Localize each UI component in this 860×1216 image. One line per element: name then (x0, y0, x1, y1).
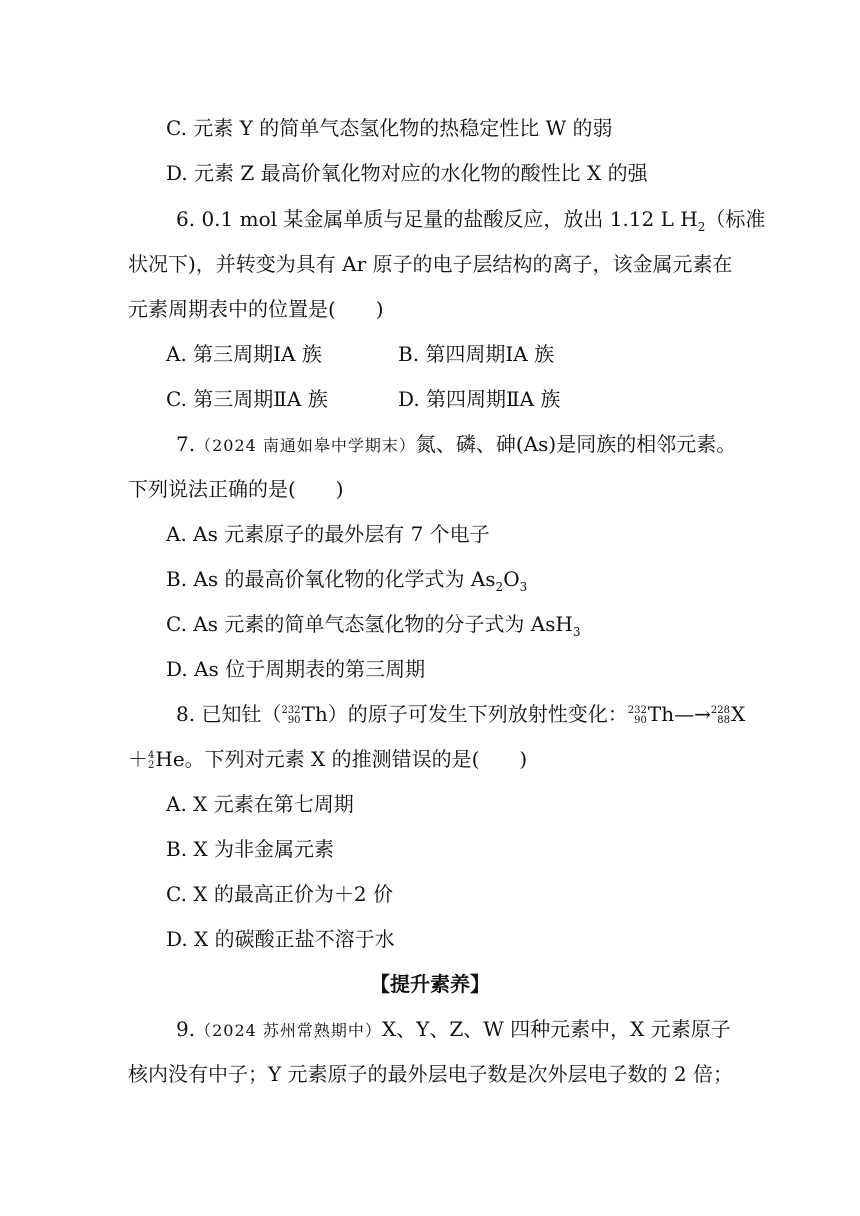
q7-stem-line2: 下列说法正确的是( ) (128, 477, 344, 501)
x-nuclide (711, 700, 745, 728)
q8-option-a: A. X 元素在第七周期 (166, 792, 354, 816)
subscript: 3 (519, 580, 528, 594)
q7-option-c-text: C. As 元素的简单气态氢化物的分子式为 AsH (166, 612, 573, 636)
q7-option-a: A. As 元素原子的最外层有 7 个电子 (166, 522, 490, 546)
q6-stem-line3: 元素周期表中的位置是( ) (128, 297, 384, 321)
q7-stem-line1 (176, 430, 736, 458)
q8-stem-line2 (128, 745, 527, 773)
element-symbol: X (730, 702, 746, 726)
q7-option-d: D. As 位于周期表的第三周期 (166, 657, 426, 681)
q6-option-d: D. 第四周期ⅡA 族 (398, 387, 561, 411)
q8-stem-text-mid: ）的原子可发生下列放射性变化： (327, 702, 628, 726)
q5-option-d: D. 元素 Z 最高价氧化物对应的水化物的酸性比 X 的强 (166, 161, 648, 185)
q8-option-c: C. X 的最高正价为＋2 价 (166, 882, 393, 906)
q6-option-b: B. 第四周期ⅠA 族 (398, 342, 555, 366)
mass-number: 228 (710, 704, 730, 716)
atomic-number: 90 (287, 714, 301, 726)
q6-stem-line2: 状况下)，并转变为具有 Ar 原子的电子层结构的离子，该金属元素在 (128, 252, 733, 276)
q6-stem-text: 6. 0.1 mol 某金属单质与足量的盐酸反应，放出 1.12 L H (176, 207, 698, 231)
q5-option-c: C. 元素 Y 的简单气态氢化物的热稳定性比 W 的弱 (166, 116, 613, 140)
q8-option-b: B. X 为非金属元素 (166, 837, 335, 861)
q9-stem-text: X、Y、Z、W 四种元素中，X 元素原子 (381, 1017, 731, 1041)
q9-source: （2024 苏州常熟期中） (195, 1021, 382, 1040)
q6-stem-text-end: （标准 (705, 207, 766, 231)
thorium-nuclide (628, 700, 674, 728)
element-symbol: He (155, 747, 185, 771)
reaction-arrow: —→ (674, 702, 711, 726)
q6-option-a: A. 第三周期ⅠA 族 (166, 342, 322, 366)
mass-number: 232 (627, 704, 647, 716)
subscript: 3 (572, 625, 581, 639)
q7-source: （2024 南通如皋中学期末） (195, 436, 416, 455)
q7-option-c (166, 610, 581, 638)
helium-nuclide (148, 745, 185, 773)
q8-stem-line1 (176, 700, 745, 728)
q9-stem-line2: 核内没有中子；Y 元素原子的最外层电子数是次外层电子数的 2 倍； (128, 1062, 733, 1086)
h2-subscript: 2 (697, 220, 706, 234)
oxygen-symbol: O (503, 567, 520, 591)
element-symbol: Th (301, 702, 328, 726)
mass-number: 4 (148, 749, 155, 761)
q8-option-d: D. X 的碳酸正盐不溶于水 (166, 927, 395, 951)
mass-number: 232 (281, 704, 301, 716)
element-symbol: Th (647, 702, 675, 726)
q7-option-b-text: B. As 的最高价氧化物的化学式为 As (166, 567, 496, 591)
atomic-number: 90 (634, 714, 647, 726)
q9-number: 9. (176, 1017, 196, 1041)
section-heading: 【提升素养】 (370, 972, 490, 996)
subscript: 2 (495, 580, 504, 594)
q6-stem-line1 (176, 205, 765, 233)
plus-sign: ＋ (128, 747, 148, 771)
atomic-number: 88 (717, 714, 730, 726)
thorium-nuclide (281, 700, 327, 728)
atomic-number: 2 (148, 759, 155, 771)
q8-stem-text: 8. 已知钍（ (176, 702, 282, 726)
q7-stem-text: 氮、磷、砷(As)是同族的相邻元素。 (415, 432, 737, 456)
q7-number: 7. (176, 432, 196, 456)
q8-stem-text-end: 。下列对元素 X 的推测错误的是( ) (184, 747, 528, 771)
q6-option-c: C. 第三周期ⅡA 族 (166, 387, 328, 411)
q7-option-b (166, 565, 527, 593)
q9-stem-line1 (176, 1015, 731, 1043)
